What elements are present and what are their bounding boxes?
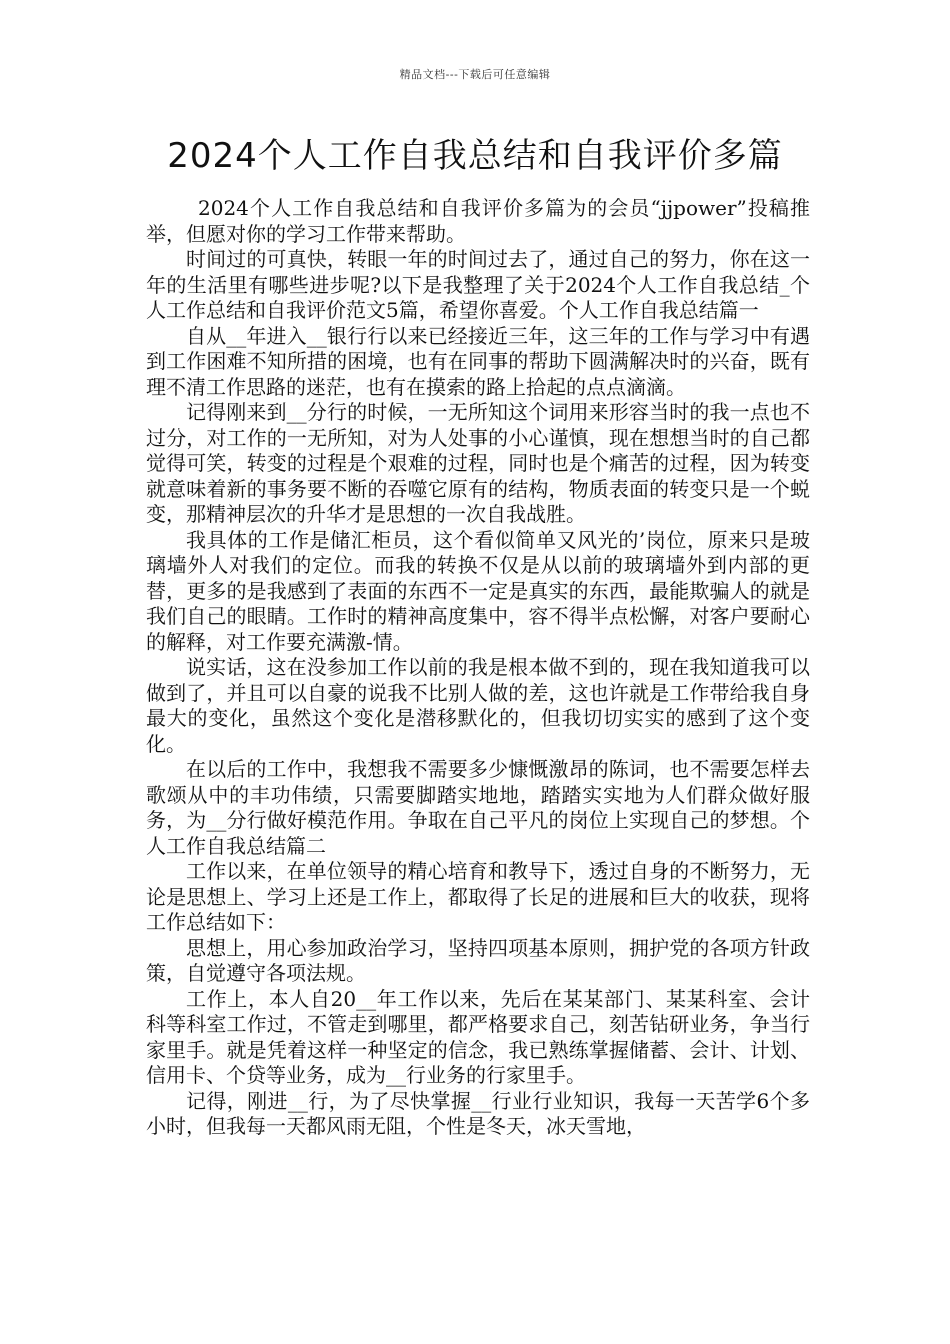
paragraph: 在以后的工作中，我想我不需要多少慷慨激昂的陈词，也不需要怎样去歌颂从中的丰功伟绩，只需要脚踏实地地，踏踏实实地为人们群众做好服务，为__分行做好模范作用。争取在自己平凡的岗位上实现自己的梦想。个人工作自我总结篇二 — [146, 757, 810, 858]
paragraph: 记得刚来到__分行的时候，一无所知这个词用来形容当时的我一点也不过分，对工作的一无所知，对为人处事的小心谨慎，现在想想当时的自己都觉得可笑，转变的过程是个艰难的过程，同时也是个痛苦的过程，因为转变就意味着新的事务要不断的吞噬它原有的结构，物质表面的转变只是一个蜕变，那精神层次的升华才是思想的一次自我战胜。 — [146, 400, 810, 526]
document-title: 2024个人工作自我总结和自我评价多篇 — [167, 136, 783, 176]
paragraph: 思想上，用心参加政治学习，坚持四项基本原则，拥护党的各项方针政策，自觉遵守各项法规。 — [146, 935, 810, 985]
header-note: 精品文档---下载后可任意编辑 — [399, 68, 551, 81]
paragraph: 工作上，本人自20__年工作以来，先后在某某部门、某某科室、会计科等科室工作过，不管走到哪里，都严格要求自己，刻苦钻研业务，争当行家里手。就是凭着这样一种坚定的信念，我已熟练掌握储蓄、会计、计划、信用卡、个贷等业务，成为__行业务的行家里手。 — [146, 986, 810, 1087]
paragraph: 我具体的工作是储汇柜员，这个看似简单又风光的’岗位，原来只是玻璃墙外人对我们的定位。而我的转换不仅是从以前的玻璃墙外到内部的更替，更多的是我感到了表面的东西不一定是真实的东西，最能欺骗人的就是我们自己的眼睛。工作时的精神高度集中，容不得半点松懈，对客户要耐心的解释，对工作要充满激-情。 — [146, 527, 810, 654]
document-body — [146, 196, 810, 1140]
paragraph: 说实话，这在没参加工作以前的我是根本做不到的，现在我知道我可以做到了，并且可以自豪的说我不比别人做的差，这也许就是工作带给我自身最大的变化，虽然这个变化是潜移默化的，但我切切实实的感到了这个变化。 — [146, 655, 810, 756]
paragraph: 自从__年进入__银行行以来已经接近三年，这三年的工作与学习中有遇到工作困难不知所措的困境，也有在同事的帮助下圆满解决时的兴奋，既有理不清工作思路的迷茫，也有在摸索的路上拾起的点点滴滴。 — [146, 323, 810, 399]
paragraph-intro: 2024个人工作自我总结和自我评价多篇为的会员“jjpower”投稿推举，但愿对你的学习工作带来帮助。 — [146, 196, 810, 246]
paragraph: 记得，刚进__行，为了尽快掌握__行业行业知识，我每一天苦学6个多小时，但我每一天都风雨无阻，个性是冬天，冰天雪地， — [146, 1088, 810, 1138]
paragraph: 工作以来，在单位领导的精心培育和教导下，透过自身的不断努力，无论是思想上、学习上还是工作上，都取得了长足的进展和巨大的收获，现将工作总结如下： — [146, 859, 810, 934]
paragraph: 时间过的可真快，转眼一年的时间过去了，通过自己的努力，你在这一年的生活里有哪些进步呢?以下是我整理了关于2024个人工作自我总结_个人工作总结和自我评价范文5篇，希望你喜爱。个人工作自我总结篇一 — [146, 247, 810, 322]
